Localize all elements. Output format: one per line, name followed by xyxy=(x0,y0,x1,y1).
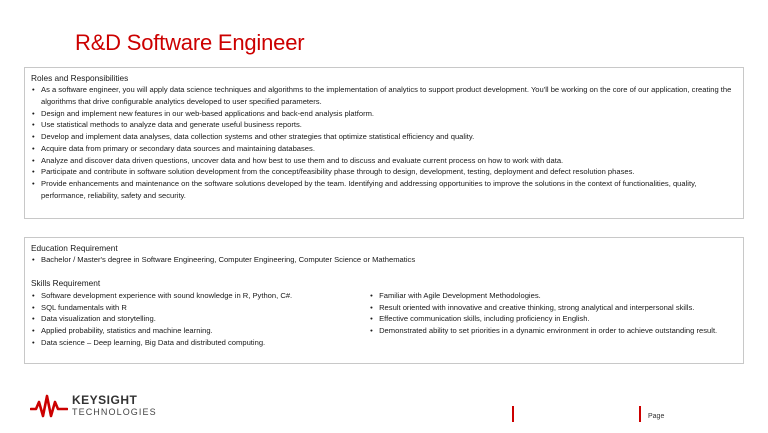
bullet-icon: • xyxy=(32,85,35,94)
skills-heading: Skills Requirement xyxy=(31,277,101,288)
roles-heading: Roles and Responsibilities xyxy=(31,73,129,83)
requirements-section xyxy=(24,237,744,364)
list-item: • Data science – Deep learning, Big Data and distributed computing. xyxy=(32,337,266,347)
bullet-icon: • xyxy=(370,290,373,300)
list-item: • Familiar with Agile Development Methodologies. xyxy=(370,290,541,300)
logo-subtitle: TECHNOLOGIES xyxy=(72,407,157,417)
list-item: • Demonstrated ability to set priorities in a dynamic environment in order to achieve outstanding result. xyxy=(370,326,718,336)
footer-divider xyxy=(512,406,514,422)
bullet-icon: • xyxy=(32,120,35,130)
list-item: • Acquire data from primary or secondary data sources and maintaining databases. xyxy=(32,143,315,153)
keysight-logo xyxy=(30,392,170,420)
list-item: • Applied probability, statistics and machine learning. xyxy=(32,326,213,336)
list-item: • As a software engineer, you will apply data science techniques and algorithms to the implementation of analytics to support product development. You'll be working on the core of our application, creating the algorithms that drive configurable analytics developed to user specified parameters. xyxy=(32,85,732,106)
list-item: • Analyze and discover data driven questions, uncover data and how best to use them and to discuss and evaluate current process on how to work with data. xyxy=(32,155,564,165)
bullet-icon: • xyxy=(32,326,35,336)
bullet-icon: • xyxy=(370,314,373,324)
roles-section xyxy=(24,67,744,219)
education-heading: Education Requirement xyxy=(31,243,118,253)
list-item: • Use statistical methods to analyze data and generate useful business reports. xyxy=(32,120,302,130)
education-list xyxy=(31,254,737,266)
skills-list-right xyxy=(369,290,737,349)
bullet-icon: • xyxy=(32,108,35,118)
bullet-icon: • xyxy=(32,302,35,312)
bullet-icon: • xyxy=(370,302,373,312)
bullet-icon: • xyxy=(32,179,35,188)
list-item: • Provide enhancements and maintenance on the software solutions developed by the team. Identifying and addressing opportunities to improve the solutions in the context of functionalities, quality, performance, reliability, safety and security. xyxy=(32,179,697,200)
skills-columns xyxy=(31,290,737,349)
bullet-icon: • xyxy=(370,326,373,336)
bullet-icon: • xyxy=(32,337,35,347)
footer-divider xyxy=(639,406,641,422)
list-item: • Participate and contribute in software solution development from the concept/feasibility phase through to design, development, testing, deployment and defect resolution phases. xyxy=(32,167,635,177)
logo-name: KEYSIGHT xyxy=(72,393,138,407)
list-item: • Bachelor / Master's degree in Software Engineering, Computer Engineering, Computer Science or Mathematics xyxy=(32,255,416,264)
list-item: • Software development experience with sound knowledge in R, Python, C#. xyxy=(32,290,293,300)
list-item: • Result oriented with innovative and creative thinking, strong analytical and interpersonal skills. xyxy=(370,302,695,312)
list-item: • Data visualization and storytelling. xyxy=(32,314,156,324)
page-label: Page xyxy=(648,413,665,420)
list-item: • SQL fundamentals with R xyxy=(32,302,127,312)
bullet-icon: • xyxy=(32,155,35,165)
bullet-icon: • xyxy=(32,290,35,300)
list-item: • Develop and implement data analyses, data collection systems and other strategies that optimize statistical efficiency and quality. xyxy=(32,132,475,141)
bullet-icon: • xyxy=(32,132,35,141)
keysight-wave-icon xyxy=(30,394,68,418)
page-title: R&D Software Engineer xyxy=(75,30,305,55)
bullet-icon: • xyxy=(32,314,35,324)
skills-list-left xyxy=(31,290,369,349)
list-item: • Effective communication skills, including proficiency in English. xyxy=(370,314,590,324)
bullet-icon: • xyxy=(32,255,35,264)
bullet-icon: • xyxy=(32,167,35,177)
bullet-icon: • xyxy=(32,143,35,153)
roles-list xyxy=(31,84,737,202)
list-item: • Design and implement new features in our web-based applications and back-end analysis platform. xyxy=(32,108,375,118)
